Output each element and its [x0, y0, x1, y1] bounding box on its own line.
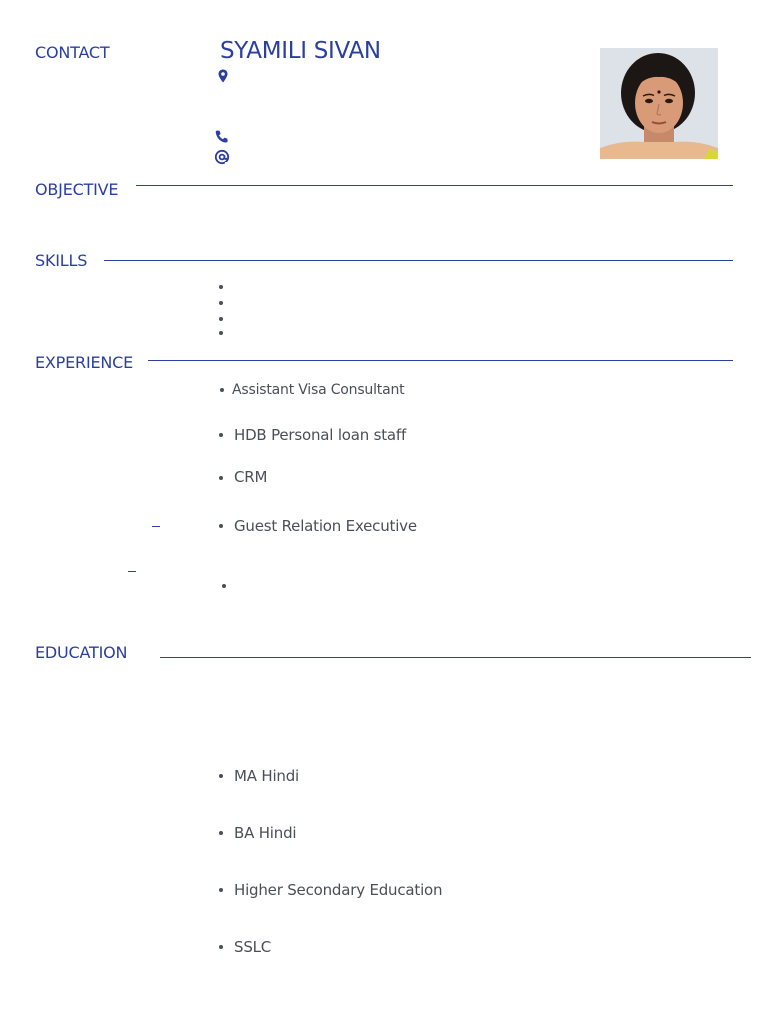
education-bullet	[219, 831, 223, 835]
experience-bullet	[222, 584, 226, 588]
location-pin-icon	[215, 68, 231, 84]
experience-bullet	[219, 524, 223, 528]
contact-label: CONTACT	[35, 43, 110, 62]
experience-item: Assistant Visa Consultant	[232, 382, 405, 398]
experience-item: HDB Personal loan staff	[234, 426, 407, 444]
skill-bullet	[219, 285, 223, 289]
phone-icon	[214, 129, 230, 145]
experience-bullet	[219, 433, 223, 437]
education-bullet	[219, 774, 223, 778]
section-divider	[160, 657, 751, 658]
date-dash	[128, 571, 136, 572]
education-item: BA Hindi	[234, 824, 297, 842]
section-title-experience: EXPERIENCE	[35, 353, 134, 372]
skill-bullet	[219, 317, 223, 321]
section-title-skills: SKILLS	[35, 251, 88, 270]
candidate-name: SYAMILI SIVAN	[220, 38, 381, 64]
date-dash	[152, 526, 160, 527]
experience-item: Guest Relation Executive	[234, 517, 417, 535]
portrait-graphic	[600, 48, 718, 159]
section-title-education: EDUCATION	[35, 643, 128, 662]
experience-item: CRM	[234, 468, 268, 486]
education-bullet	[219, 888, 223, 892]
section-divider	[136, 185, 733, 186]
skill-bullet	[219, 301, 223, 305]
experience-bullet	[220, 388, 224, 392]
education-item: MA Hindi	[234, 767, 300, 785]
section-divider	[104, 260, 733, 261]
education-item: SSLC	[234, 938, 272, 956]
experience-bullet	[219, 476, 223, 480]
section-title-objective: OBJECTIVE	[35, 180, 119, 199]
skill-bullet	[219, 331, 223, 335]
section-divider	[148, 360, 733, 361]
education-item: Higher Secondary Education	[234, 881, 443, 899]
profile-photo	[600, 48, 718, 159]
education-bullet	[219, 945, 223, 949]
at-sign-icon	[214, 149, 230, 165]
